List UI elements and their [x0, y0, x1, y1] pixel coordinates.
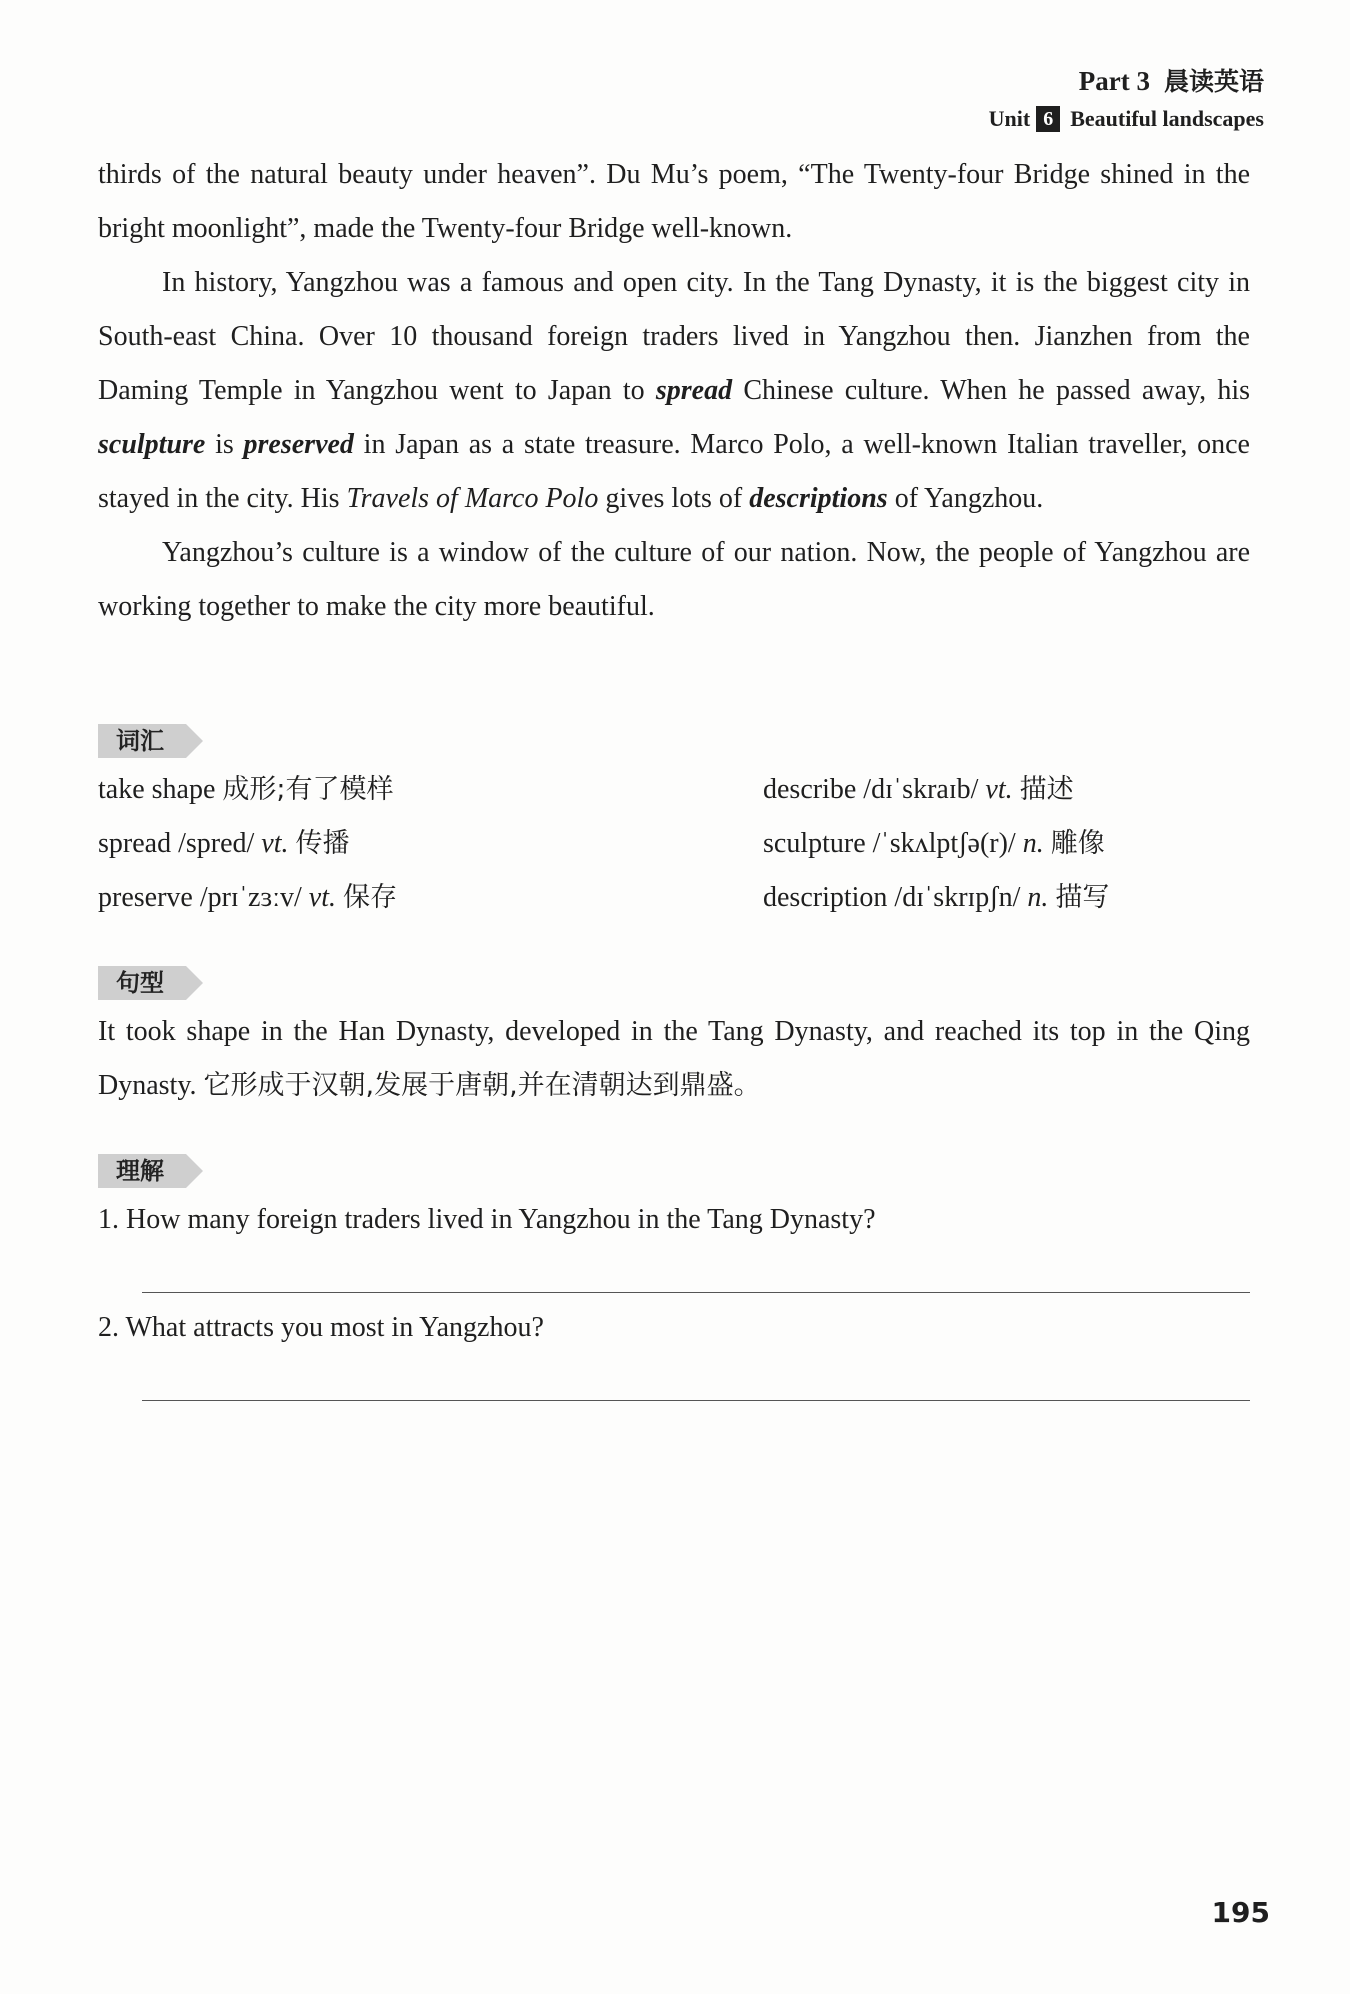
vocab-item: [98, 871, 763, 925]
vocab-phonetic: /prɪˈzɜːv/: [199, 882, 302, 913]
vocab-word: spread: [98, 828, 172, 859]
question-text: How many foreign traders lived in Yangzhou in the Tang Dynasty?: [126, 1204, 876, 1235]
vocab-pos: vt.: [985, 774, 1013, 805]
vocab-list: [98, 763, 1250, 925]
vocab-meaning: 传播: [295, 828, 350, 859]
passage-paragraph-3: [98, 526, 1250, 634]
passage-paragraph-2: [98, 256, 1250, 526]
vocab-pos: n.: [1027, 882, 1049, 913]
vocab-item: [98, 817, 763, 871]
sentence-section-label: 句型: [98, 966, 186, 1000]
vocab-meaning: 描写: [1055, 882, 1110, 913]
running-header: [989, 62, 1264, 132]
reading-passage: [98, 148, 1250, 634]
part-title: 晨读英语: [1163, 67, 1264, 96]
vocab-meaning: 保存: [343, 882, 397, 913]
paragraph-text: thirds of the natural beauty under heaven”. Du Mu’s poem, “The Twenty-four Bridge shined in the bright moonlight”, made the Twenty-four Bridge well-known.: [98, 159, 1250, 244]
question-number: 2.: [98, 1312, 119, 1343]
vocab-phonetic: /ˈskʌlptʃə(r)/: [872, 828, 1016, 859]
comprehension-section: [98, 1154, 1250, 1355]
vocab-section: [98, 724, 1250, 925]
paragraph-text: In history, Yangzhou was a famous and open city. In the Tang Dynasty, it is the biggest city in South-east China. Over 10 thousand foreign traders lived in Yangzhou then. Jianzhen from the Daming Temple in Yangzhou went to Japan to: [98, 267, 1250, 406]
question-1: [98, 1193, 1250, 1247]
vocab-phonetic: /dɪˈskraɪb/: [863, 774, 979, 805]
paragraph-text: gives lots of: [598, 483, 750, 514]
sentence-section: [98, 966, 1250, 1113]
sentence-pattern: [98, 1005, 1250, 1113]
paragraph-text: Chinese culture. When he passed away, his: [732, 375, 1251, 406]
vocab-pos: n.: [1022, 828, 1044, 859]
vocab-pos: vt.: [308, 882, 336, 913]
unit-number-badge: 6: [1036, 106, 1060, 132]
unit-title: Beautiful landscapes: [1070, 106, 1264, 131]
key-word-descriptions: descriptions: [749, 483, 888, 514]
key-word-preserved: preserved: [243, 429, 354, 460]
question-text: What attracts you most in Yangzhou?: [125, 1312, 544, 1343]
answer-line-1[interactable]: [142, 1292, 1250, 1293]
part-heading: [989, 62, 1264, 98]
vocab-item: [763, 763, 1250, 817]
answer-line-2[interactable]: [142, 1400, 1250, 1401]
page-number: 195: [1211, 1896, 1270, 1929]
vocab-word: take shape: [98, 774, 216, 805]
vocab-meaning: 雕像: [1050, 828, 1105, 859]
vocab-phonetic: /spred/: [178, 828, 255, 859]
paragraph-text: Yangzhou’s culture is a window of the culture of our nation. Now, the people of Yangzhou are working together to make the city more beautiful.: [98, 537, 1250, 622]
comprehension-section-label: 理解: [98, 1154, 186, 1188]
vocab-meaning: 描述: [1019, 774, 1074, 805]
vocab-phonetic: /dɪˈskrɪpʃn/: [894, 882, 1021, 913]
vocab-meaning: 成形;有了模样: [222, 774, 394, 805]
vocab-pos: vt.: [261, 828, 289, 859]
sentence-chinese: 它形成于汉朝,发展于唐朝,并在清朝达到鼎盛。: [203, 1070, 761, 1101]
vocab-item: [763, 871, 1250, 925]
vocab-item: [763, 817, 1250, 871]
vocab-word: description: [763, 882, 888, 913]
key-word-sculpture: sculpture: [98, 429, 206, 460]
vocab-word: sculpture: [763, 828, 866, 859]
part-label: Part 3: [1078, 66, 1150, 96]
vocab-item: [98, 763, 763, 817]
question-2: [98, 1301, 1250, 1355]
passage-paragraph-1: [98, 148, 1250, 256]
book-title: Travels of Marco Polo: [346, 483, 599, 514]
paragraph-text: of Yangzhou.: [887, 483, 1044, 514]
unit-label: Unit: [988, 106, 1031, 131]
vocab-section-label: 词汇: [98, 724, 186, 758]
vocab-word: preserve: [98, 882, 193, 913]
sentence-english: It took shape in the Han Dynasty, developed in the Tang Dynasty, and reached its top in the Qing Dynasty.: [98, 1016, 1250, 1101]
paragraph-text: is: [205, 429, 244, 460]
key-word-spread: spread: [655, 375, 733, 406]
question-number: 1.: [98, 1204, 119, 1235]
paragraph-text: in Japan as a state treasure. Marco Polo, a well-known Italian traveller, once stayed in the city. His: [98, 429, 1250, 514]
unit-heading: [989, 106, 1264, 132]
vocab-word: describe: [763, 774, 857, 805]
